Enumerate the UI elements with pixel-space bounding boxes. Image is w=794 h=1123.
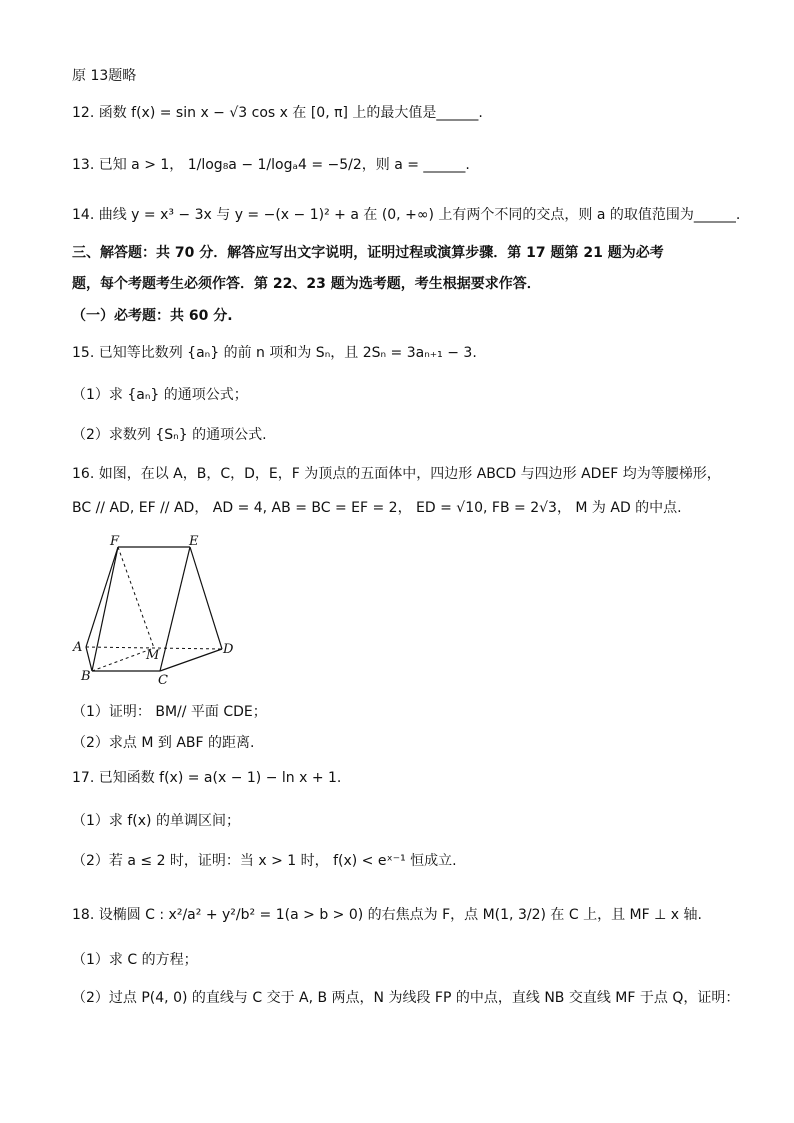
section-3-heading-line2: 题，每个考题考生必须作答．第 22、23 题为选考题，考生根据要求作答． xyxy=(72,276,541,292)
vertex-label-a: A xyxy=(73,640,83,655)
question-18-part2: （2）过点 P(4, 0) 的直线与 C 交于 A, B 两点，N 为线段 FP 的中点，直线 NB 交直线 MF 于点 Q，证明： xyxy=(72,990,740,1006)
question-16-part2: （2）求点 M 到 ABF 的距离. xyxy=(72,735,255,751)
question-17-part2: （2）若 a ≤ 2 时，证明：当 x > 1 时， f(x) < eˣ⁻¹ 恒成立. xyxy=(72,853,457,869)
pentahedron-diagram xyxy=(72,534,242,689)
section-3-subheading: （一）必考题：共 60 分. xyxy=(72,308,233,324)
question-16-part1: （1）证明： BM// 平面 CDE； xyxy=(72,704,267,720)
question-18: 18. 设椭圆 C : x²/a² + y²/b² = 1(a > b > 0) 的右焦点为 F，点 M(1, 3/2) 在 C 上，且 MF ⊥ x 轴. xyxy=(72,907,702,923)
question-14: 14. 曲线 y = x³ − 3x 与 y = −(x − 1)² + a 在 (0, +∞) 上有两个不同的交点，则 a 的取值范围为______. xyxy=(72,207,741,223)
question-17: 17. 已知函数 f(x) = a(x − 1) − ln x + 1. xyxy=(72,770,342,786)
vertex-label-f: F xyxy=(110,534,120,549)
vertex-label-e: E xyxy=(189,534,199,549)
question-15-part2: （2）求数列 {Sₙ} 的通项公式. xyxy=(72,427,267,443)
question-15: 15. 已知等比数列 {aₙ} 的前 n 项和为 Sₙ，且 2Sₙ = 3aₙ₊₁ − 3. xyxy=(72,345,477,361)
question-13: 13. 已知 a > 1， 1/log₈a − 1/logₐ4 = −5/2，则 a = ______. xyxy=(72,157,470,173)
question-12: 12. 函数 f(x) = sin x − √3 cos x 在 [0, π] 上的最大值是______. xyxy=(72,105,483,121)
vertex-label-b: B xyxy=(81,669,91,684)
pentahedron-figure xyxy=(72,534,242,689)
question-17-part1: （1）求 f(x) 的单调区间； xyxy=(72,813,240,829)
header-note: 原 13题略 xyxy=(72,68,137,84)
question-15-part1: （1）求 {aₙ} 的通项公式； xyxy=(72,387,248,403)
section-3-heading-line1: 三、解答题：共 70 分．解答应写出文字说明，证明过程或演算步骤．第 17 题第 21 题为必考 xyxy=(72,245,664,261)
vertex-label-d: D xyxy=(223,642,234,657)
vertex-label-c: C xyxy=(158,673,168,688)
question-16-line2: BC // AD, EF // AD， AD = 4, AB = BC = EF = 2， ED = √10, FB = 2√3， M 为 AD 的中点. xyxy=(72,500,682,516)
vertex-label-m: M xyxy=(146,648,160,663)
question-16-line1: 16. 如图，在以 A，B，C，D，E，F 为顶点的五面体中，四边形 ABCD 与四边形 ADEF 均为等腰梯形， xyxy=(72,466,721,482)
question-18-part1: （1）求 C 的方程； xyxy=(72,952,198,968)
